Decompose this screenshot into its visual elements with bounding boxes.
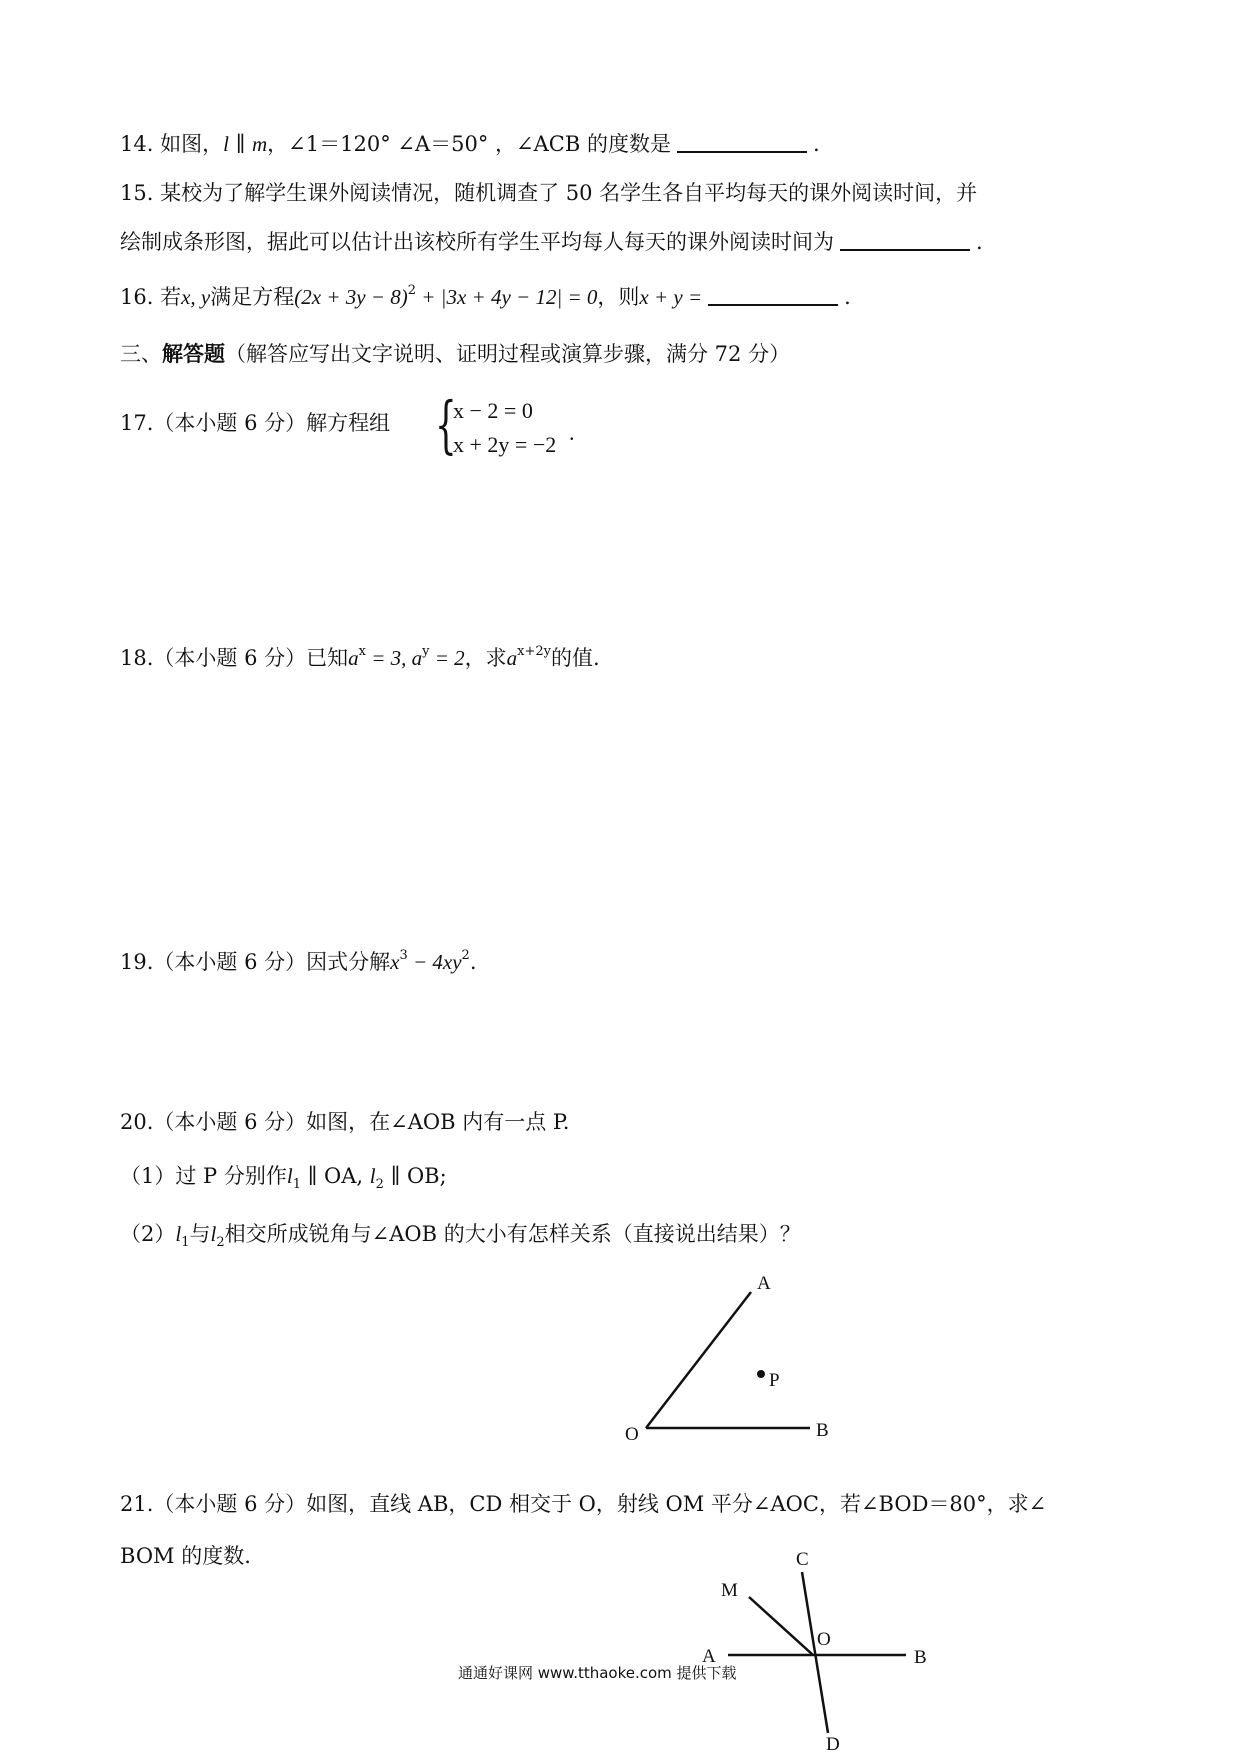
label-p: P <box>769 1370 780 1391</box>
equation-2: x + 2y = −2 <box>453 432 557 457</box>
label-b: B <box>914 1647 927 1668</box>
question-20: 20.（本小题 6 分）如图，在∠AOB 内有一点 P. <box>120 1110 570 1134</box>
label-b: B <box>816 1420 829 1441</box>
question-15-line-1: 15. 某校为了解学生课外阅读情况，随机调查了 50 名学生各自平均每天的课外阅读时间，并 <box>120 181 978 205</box>
question-21-line-2: BOM 的度数. <box>120 1544 251 1568</box>
question-20-part-2: $(2)l_1$与$l_2$相交所成锐角与∠AOB 的大小有怎样关系（直接说出结果）？ <box>120 1222 801 1250</box>
label-m: M <box>721 1580 738 1601</box>
question-18: 18.（本小题 6 分）已知$a^x = 3$, $a^y = 2$，求$a^{x+2y}$的值. <box>120 644 600 670</box>
footer-source: 通通好课网 www.tthaoke.com 提供下载 <box>458 1664 737 1682</box>
line-cd <box>802 1572 828 1733</box>
label-a: A <box>757 1273 771 1294</box>
question-15-line-2: 绘制成条形图，据此可以估计出该校所有学生平均每人每天的课外阅读时间为 . <box>120 230 983 254</box>
label-o: O <box>817 1629 831 1650</box>
question-21-line-1: 21.（本小题 6 分）如图，直线 AB，CD 相交于 O，射线 OM 平分∠AOC，若∠BOD＝80°，求∠ <box>120 1492 1047 1516</box>
label-c: C <box>796 1549 809 1570</box>
ray-om <box>749 1597 813 1655</box>
question-17: 17.（本小题 6 分）解方程组 <box>120 411 391 435</box>
brace-icon: { <box>435 388 457 461</box>
question-number: 14. <box>120 132 154 156</box>
label-d: D <box>826 1734 840 1754</box>
question-19: 19.（本小题 6 分）因式分解$x^3 - 4xy^2$. <box>120 948 477 974</box>
question-20-part-1: （1）过 P 分别作$l_1$ ∥ OA, $l_2$ ∥ OB; <box>120 1164 447 1192</box>
question-16: 16. 若x, y满足方程$(2x + 3y - 8)^2 + |3x + 4y - 12| = 0$，则x + y = . <box>120 283 851 309</box>
label-a: A <box>702 1646 716 1667</box>
question-14: 14. 如图，l ∥ m，∠1＝120° ∠A＝50° ，∠ACB 的度数是 . <box>120 132 820 156</box>
equation-1: x − 2 = 0 <box>453 398 533 423</box>
section-heading: 三、解答题（解答应写出文字说明、证明过程或演算步骤，满分 72 分） <box>120 341 791 366</box>
label-o: O <box>625 1424 639 1445</box>
